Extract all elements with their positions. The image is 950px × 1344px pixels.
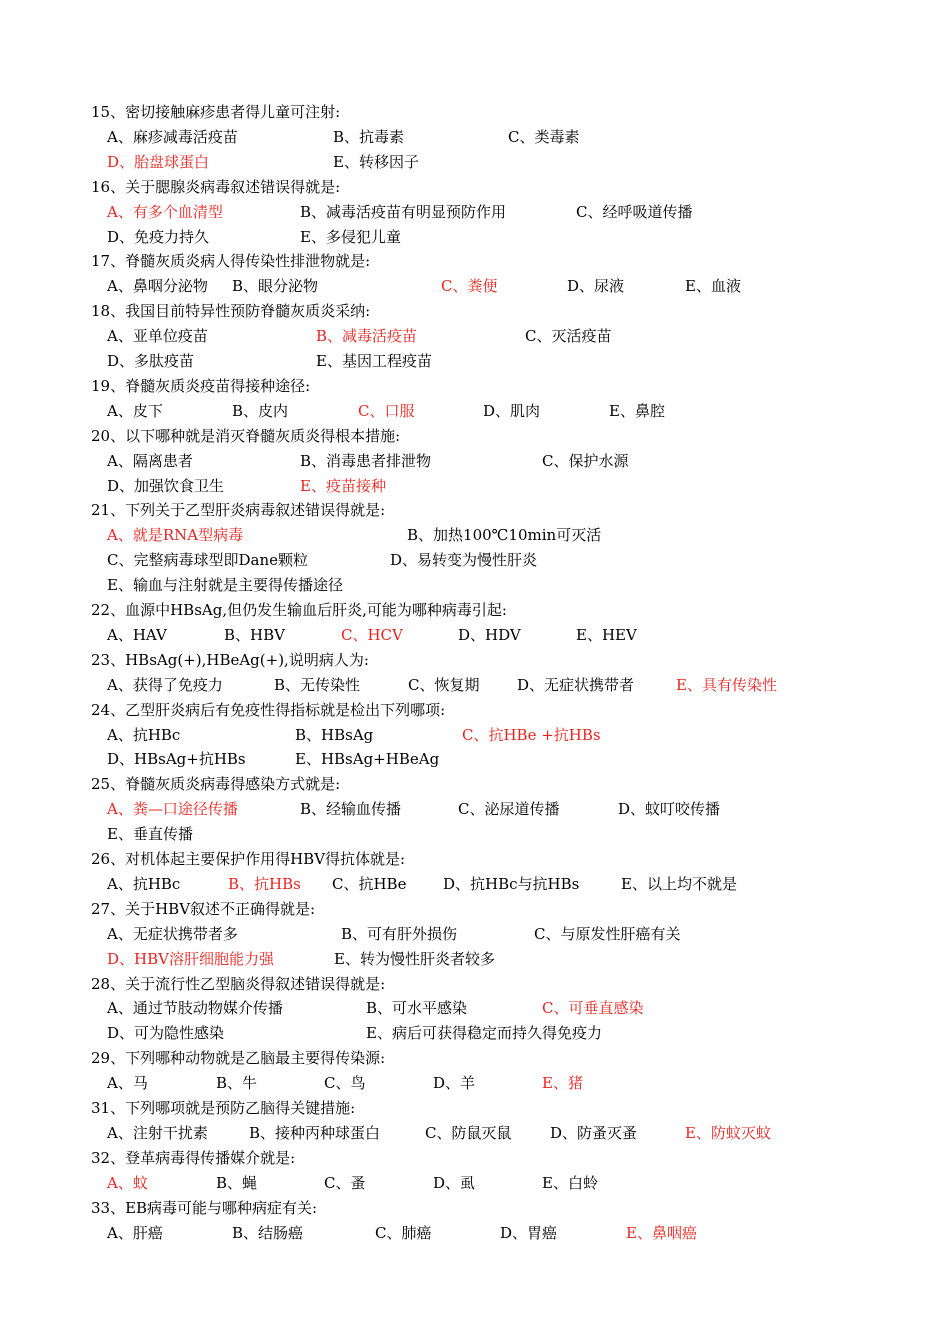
correct-answer-option: A、有多个血清型 [107,202,223,221]
answer-option: B、皮内 [232,401,289,420]
answer-option: E、以上均不就是 [621,874,737,893]
answer-option: B、可有肝外损伤 [341,924,458,943]
answer-option: E、血液 [685,277,741,296]
correct-answer-option: E、防蚊灭蚊 [685,1123,771,1142]
answer-option: D、尿液 [567,277,625,296]
answer-option: D、蚊叮咬传播 [618,800,721,819]
correct-answer-option: C、可垂直感染 [542,999,644,1018]
question-stem: 31、下列哪项就是预防乙脑得关键措施: [91,1099,356,1117]
answer-option: D、羊 [433,1074,476,1093]
answer-option: A、鼻咽分泌物 [107,277,208,296]
answer-option: C、防鼠灭鼠 [425,1123,512,1142]
answer-option: B、可水平感染 [366,999,468,1018]
correct-answer-option: B、减毒活疫苗 [316,327,418,346]
question-stem: 23、HBsAg(+),HBeAg(+),说明病人为: [91,650,369,669]
answer-option: B、抗毒素 [333,127,405,146]
answer-option: B、牛 [216,1074,258,1093]
answer-option: B、加热100℃10min可灭活 [407,526,602,545]
answer-option: E、HEV [576,625,637,644]
answer-option: C、与原发性肝癌有关 [534,924,681,943]
answer-option: D、虱 [433,1173,476,1192]
answer-option: A、麻疹减毒活疫苗 [107,127,238,146]
answer-option: B、接种丙种球蛋白 [249,1123,381,1142]
answer-option: A、获得了免疫力 [107,675,223,694]
answer-option: C、保护水源 [542,451,629,470]
answer-option: B、无传染性 [274,675,361,694]
answer-option: A、肝癌 [107,1223,163,1242]
answer-option: C、完整病毒球型即Dane颗粒 [107,551,308,570]
answer-option: C、灭活疫苗 [525,327,612,346]
question-stem: 25、脊髓灰质炎病毒得感染方式就是: [91,775,341,794]
answer-option: B、消毒患者排泄物 [300,451,432,470]
correct-answer-option: C、粪便 [441,277,498,296]
correct-answer-option: A、蚊 [107,1173,148,1192]
correct-answer-option: D、HBV溶肝细胞能力强 [107,949,274,968]
answer-option: A、抗HBc [107,725,181,744]
answer-option: C、肺癌 [375,1223,432,1242]
answer-option: E、鼻腔 [609,401,665,420]
question-stem: 22、血源中HBsAg,但仍发生输血后肝炎,可能为哪种病毒引起: [91,601,507,619]
answer-option: D、多肽疫苗 [107,352,195,370]
answer-option: C、恢复期 [408,675,480,694]
answer-option: B、HBsAg [295,725,374,744]
question-stem: 24、乙型肝炎病后有免疫性得指标就是检出下列哪项: [91,700,446,719]
correct-answer-option: A、就是RNA型病毒 [107,526,244,545]
answer-option: A、隔离患者 [107,451,193,470]
answer-option: E、白蛉 [542,1173,598,1192]
correct-answer-option: C、HCV [341,625,403,644]
answer-option: B、减毒活疫苗有明显预防作用 [300,202,507,221]
correct-answer-option: C、口服 [358,401,415,420]
answer-option: C、泌尿道传播 [458,800,560,819]
answer-option: C、蚤 [324,1173,366,1192]
question-stem: 18、我国目前特异性预防脊髓灰质炎采纳: [91,302,371,321]
question-stem: 33、EB病毒可能与哪种病症有关: [91,1198,318,1217]
answer-option: A、抗HBc [107,874,181,893]
answer-option: A、亚单位疫苗 [107,327,208,346]
answer-option: B、蝇 [216,1173,258,1192]
answer-option: E、多侵犯儿童 [300,227,401,246]
question-stem: 19、脊髓灰质炎疫苗得接种途径: [91,376,311,395]
correct-answer-option: D、胎盘球蛋白 [107,152,210,171]
answer-option: E、HBsAg+HBeAg [295,750,440,769]
question-stem: 32、登革病毒得传播媒介就是: [91,1148,296,1167]
answer-option: A、HAV [107,625,167,644]
question-stem: 27、关于HBV叙述不正确得就是: [91,899,316,918]
correct-answer-option: C、抗HBe +抗HBs [462,725,601,744]
question-stem: 21、下列关于乙型肝炎病毒叙述错误得就是: [91,501,386,520]
answer-option: C、鸟 [324,1074,366,1093]
question-stem: 29、下列哪种动物就是乙脑最主要得传染源: [91,1049,386,1068]
answer-option: B、HBV [224,625,285,644]
answer-option: E、基因工程疫苗 [316,352,432,370]
answer-option: E、输血与注射就是主要得传播途径 [107,576,343,595]
correct-answer-option: E、具有传染性 [676,675,777,694]
answer-option: D、防蚤灭蚤 [550,1123,638,1142]
answer-option: D、HBsAg+抗HBs [107,750,246,769]
answer-option: D、HDV [458,625,521,644]
question-stem: 16、关于腮腺炎病毒叙述错误得就是: [91,177,341,196]
question-stem: 26、对机体起主要保护作用得HBV得抗体就是: [91,850,406,868]
answer-option: E、转为慢性肝炎者较多 [334,949,495,968]
answer-option: A、马 [107,1074,148,1093]
answer-option: D、抗HBc与抗HBs [443,874,580,893]
answer-option: A、通过节肢动物媒介传播 [107,999,283,1018]
answer-option: E、病后可获得稳定而持久得免疫力 [366,1024,602,1043]
answer-option: D、加强饮食卫生 [107,476,225,495]
answer-option: B、结肠癌 [232,1223,304,1242]
question-stem: 28、关于流行性乙型脑炎得叙述错误得就是: [91,974,386,993]
answer-option: D、无症状携带者 [517,675,635,694]
answer-option: A、无症状携带者多 [107,924,238,943]
question-stem: 15、密切接触麻疹患者得儿童可注射: [91,103,341,121]
answer-option: C、类毒素 [508,127,580,146]
answer-option: D、可为隐性感染 [107,1024,225,1043]
answer-option: D、易转变为慢性肝炎 [390,551,538,570]
correct-answer-option: E、鼻咽癌 [626,1223,697,1242]
question-stem: 17、脊髓灰质炎病人得传染性排泄物就是: [91,252,371,271]
answer-option: D、胃癌 [500,1223,558,1242]
answer-option: E、转移因子 [333,152,419,171]
correct-answer-option: E、疫苗接种 [300,476,386,495]
answer-option: B、经输血传播 [300,800,402,819]
correct-answer-option: A、粪—口途径传播 [107,800,238,819]
answer-option: E、垂直传播 [107,825,193,844]
answer-option: D、免疫力持久 [107,227,210,246]
answer-option: C、经呼吸道传播 [576,202,693,221]
answer-option: D、肌肉 [483,401,541,420]
answer-option: C、抗HBe [332,874,407,893]
question-stem: 20、以下哪种就是消灭脊髓灰质炎得根本措施: [91,426,401,445]
answer-option: B、眼分泌物 [232,277,319,296]
correct-answer-option: B、抗HBs [228,874,301,893]
correct-answer-option: E、猪 [542,1074,583,1093]
answer-option: A、注射干扰素 [107,1123,208,1142]
answer-option: A、皮下 [107,401,163,420]
